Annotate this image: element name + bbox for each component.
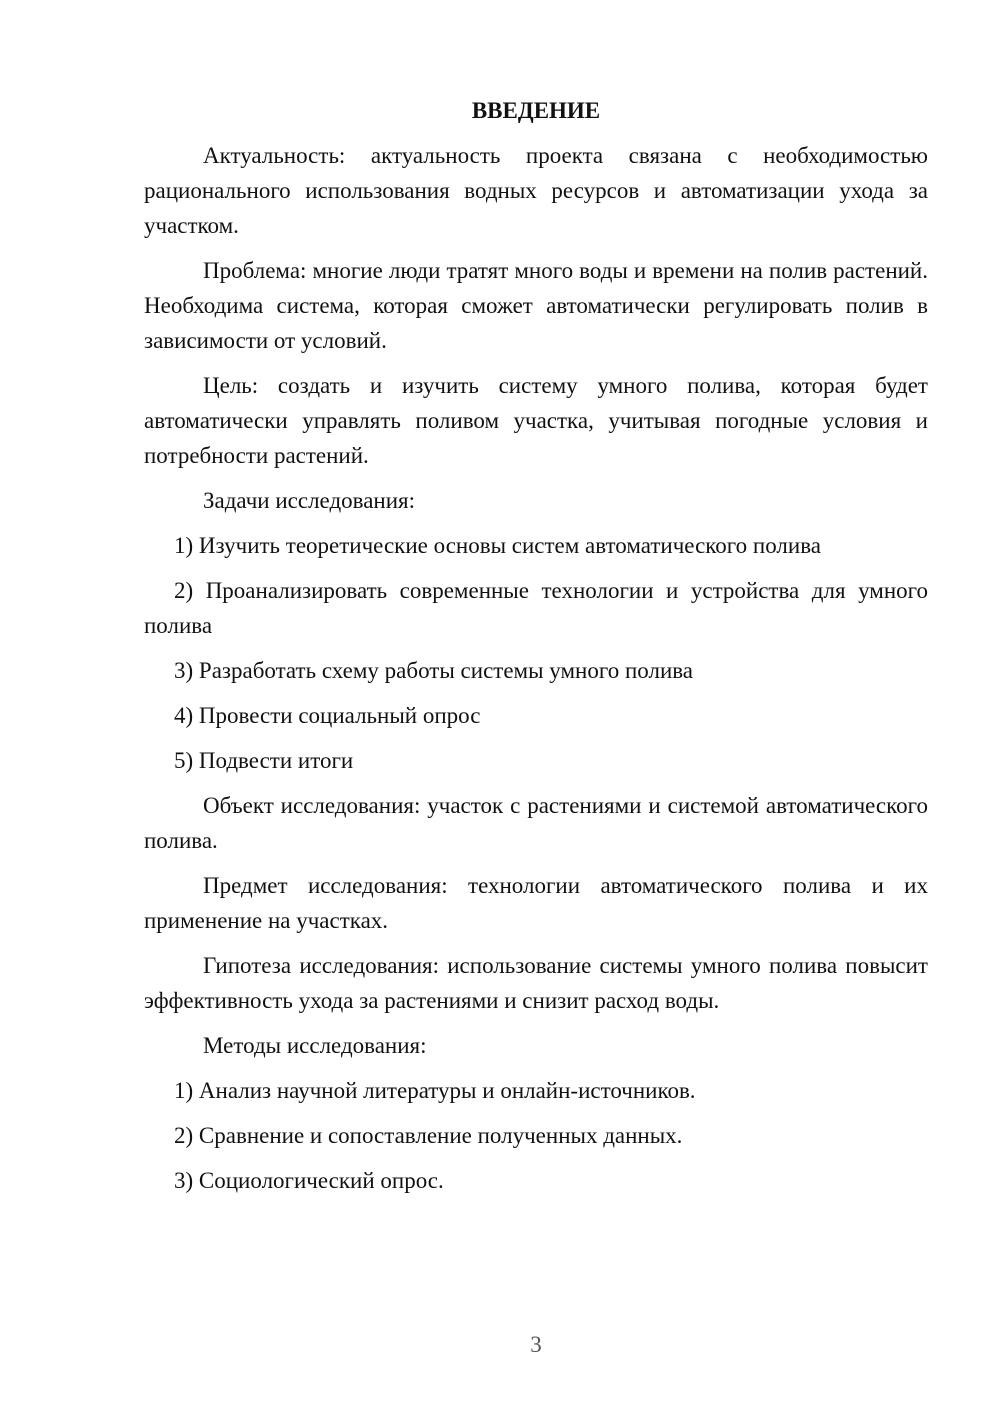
list-item-method-2: 2) Сравнение и сопоставление полученных данных. (174, 1123, 683, 1148)
document-body (144, 93, 928, 1208)
paragraph-problem: Проблема: многие люди тратят много воды и времени на полив растений. Необходима система, которая сможет автоматически регулировать полив в зависимости от условий. (144, 258, 928, 353)
paragraph-subject: Предмет исследования: технологии автоматического полива и их применение на участках. (144, 873, 928, 933)
paragraph-goal: Цель: создать и изучить систему умного полива, которая будет автоматически управлять поливом участка, учитывая погодные условия и потребности растений. (144, 373, 928, 468)
paragraph-methods-heading: Методы исследования: (203, 1033, 427, 1058)
paragraph-hypothesis: Гипотеза исследования: использование системы умного полива повысит эффективность ухода за растениями и снизит расход воды. (144, 953, 928, 1013)
page-number: 3 (530, 1332, 542, 1357)
list-item-method-3: 3) Социологический опрос. (174, 1168, 444, 1193)
list-item-method-1: 1) Анализ научной литературы и онлайн-источников. (174, 1078, 696, 1103)
list-item-task-4: 4) Провести социальный опрос (174, 703, 481, 728)
list-item-task-1: 1) Изучить теоретические основы систем автоматического полива (174, 533, 821, 558)
paragraph-object: Объект исследования: участок с растениями и системой автоматического полива. (144, 793, 928, 853)
list-item-task-2: 2) Проанализировать современные технологии и устройства для умного полива (144, 578, 928, 638)
list-item-task-3: 3) Разработать схему работы системы умного полива (174, 658, 694, 683)
paragraph-tasks-heading: Задачи исследования: (203, 488, 416, 513)
section-title: ВВЕДЕНИЕ (471, 98, 601, 123)
list-item-task-5: 5) Подвести итоги (174, 748, 354, 773)
paragraph-relevance: Актуальность: актуальность проекта связана с необходимостью рационального использования водных ресурсов и автоматизации ухода за участком. (144, 143, 928, 238)
